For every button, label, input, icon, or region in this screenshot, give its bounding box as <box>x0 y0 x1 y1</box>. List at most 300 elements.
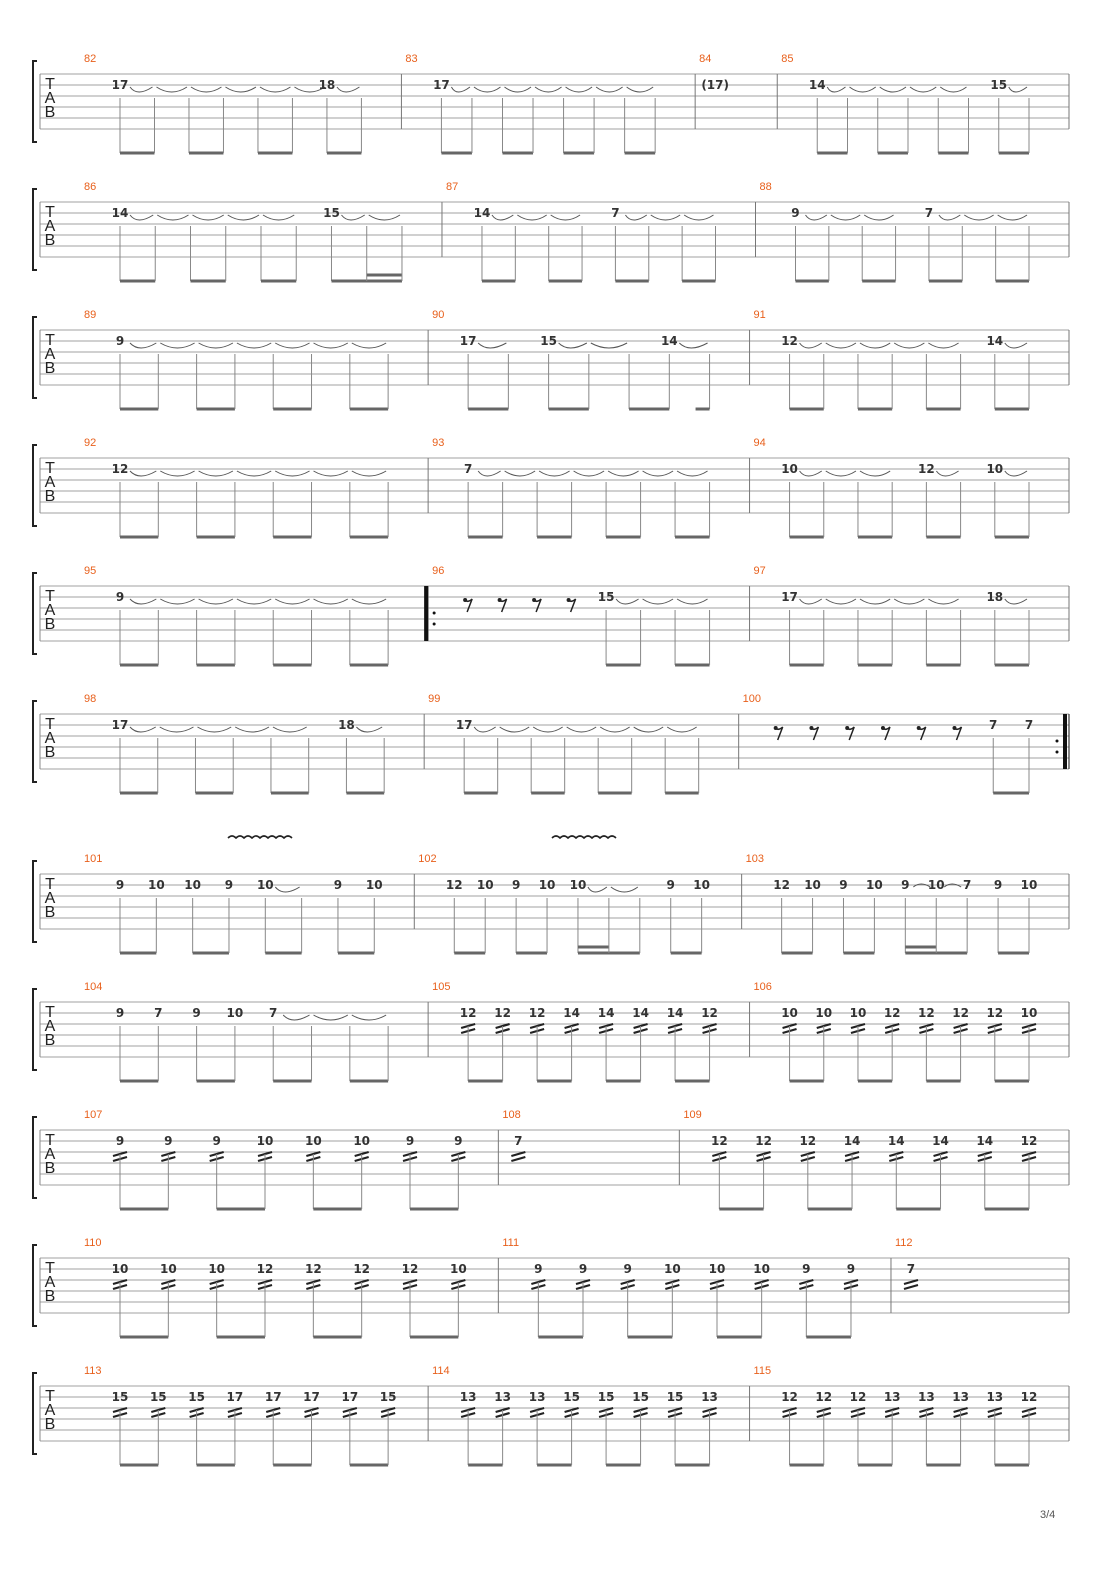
tie-arc <box>352 599 386 604</box>
tie-arc <box>478 343 506 348</box>
tab-system <box>33 836 1069 953</box>
vibrato-wave <box>228 836 292 838</box>
measure-number: 114 <box>432 1365 450 1377</box>
measure-number: 97 <box>753 565 766 577</box>
tie-arc <box>860 599 890 604</box>
measure-number: 105 <box>432 981 451 993</box>
system-bracket <box>33 317 37 398</box>
tab-clef-letter: T <box>45 1260 55 1277</box>
system-bracket <box>33 1117 37 1198</box>
fret-number: 13 <box>494 1390 511 1404</box>
tie-arc <box>566 87 593 92</box>
fret-number: 12 <box>986 1006 1004 1020</box>
fret-number: 17 <box>433 78 450 92</box>
tie-arc <box>667 727 697 732</box>
tie-arc <box>474 727 496 732</box>
tie-arc <box>928 599 958 604</box>
tie-arc <box>275 599 309 604</box>
fret-number: 10 <box>304 1134 322 1148</box>
fret-number: 12 <box>781 334 798 348</box>
tie-arc <box>369 215 400 220</box>
tie-arc <box>263 215 294 220</box>
tab-clef-letter: A <box>44 90 56 107</box>
fret-number: 7 <box>924 206 934 220</box>
tie-arc <box>964 215 993 220</box>
tab-measure <box>84 437 428 537</box>
tie-arc <box>634 727 664 732</box>
fret-number: 17 <box>264 1390 282 1404</box>
measure-number: 115 <box>753 1365 772 1377</box>
tab-clef-letter: B <box>44 104 56 121</box>
tie-arc <box>160 471 194 476</box>
tab-system <box>33 981 1069 1081</box>
tie-arc <box>533 727 563 732</box>
fret-number: 12 <box>799 1134 817 1148</box>
system-bracket <box>33 573 37 654</box>
fret-number: 18 <box>318 78 336 92</box>
fret-number: 7 <box>154 1006 163 1020</box>
system-bracket <box>33 1373 37 1454</box>
tab-measure <box>84 981 428 1081</box>
tie-arc <box>199 471 233 476</box>
fret-number: 13 <box>918 1390 935 1404</box>
tie-arc <box>827 87 845 92</box>
fret-number: 12 <box>755 1134 772 1148</box>
tie-arc <box>939 215 960 220</box>
tie-arc <box>1009 87 1027 92</box>
tie-arc <box>998 215 1027 220</box>
fret-number: 12 <box>1020 1390 1038 1404</box>
tab-measure <box>84 565 428 665</box>
fret-number: 12 <box>111 462 129 476</box>
tab-measure <box>84 181 442 281</box>
tie-arc <box>800 471 822 476</box>
fret-number: 12 <box>701 1006 718 1020</box>
tab-measure <box>446 181 756 281</box>
fret-number: 10 <box>226 1006 244 1020</box>
tab-clef-letter: T <box>45 588 55 605</box>
fret-number: 10 <box>781 1006 798 1020</box>
fret-number: 13 <box>459 1390 477 1404</box>
tab-measure <box>432 437 749 537</box>
fret-number: 9 <box>454 1134 463 1148</box>
tie-arc <box>880 87 906 92</box>
tab-system <box>33 437 1069 537</box>
fret-number: 12 <box>401 1262 419 1276</box>
fret-number: 10 <box>815 1006 833 1020</box>
fret-number: 12 <box>353 1262 371 1276</box>
measure-number: 83 <box>405 53 418 65</box>
tab-clef-letter: A <box>44 890 56 907</box>
fret-number: 9 <box>115 334 125 348</box>
fret-number: 7 <box>906 1262 916 1276</box>
system-bracket <box>33 989 37 1070</box>
fret-number: 9 <box>333 878 343 892</box>
measure-number: 102 <box>418 853 437 865</box>
page-number: 3/4 <box>1040 1509 1056 1521</box>
tab-system <box>33 1109 1069 1209</box>
fret-number: 13 <box>701 1390 718 1404</box>
tab-clef-letter: B <box>44 488 56 505</box>
tie-arc <box>451 87 470 92</box>
tab-measure <box>84 693 424 793</box>
fret-number: 7 <box>463 462 473 476</box>
tab-clef-letter: A <box>44 218 56 235</box>
measure-number: 89 <box>84 309 97 321</box>
fret-number: 10 <box>804 878 821 892</box>
tie-arc <box>936 471 958 476</box>
fret-number: 9 <box>666 878 675 892</box>
fret-number: 18 <box>986 590 1004 604</box>
tie-arc <box>864 215 893 220</box>
tie-arc <box>130 727 156 732</box>
system-bracket <box>33 445 37 526</box>
fret-number: 10 <box>708 1262 726 1276</box>
repeat-start-bar <box>424 586 428 641</box>
fret-number: 9 <box>511 878 521 892</box>
fret-number: 14 <box>887 1134 905 1148</box>
tab-measure <box>754 437 1069 537</box>
tremolo-slash <box>904 1285 918 1289</box>
tremolo-slash <box>904 1280 918 1284</box>
system-bracket <box>33 189 37 270</box>
eighth-rest-dot <box>881 726 885 730</box>
tie-arc <box>237 471 271 476</box>
fret-number: 7 <box>989 718 998 732</box>
tab-clef-letter: T <box>45 716 55 733</box>
fret-number: 15 <box>632 1390 649 1404</box>
eighth-rest-dot <box>774 726 778 730</box>
fret-number: 10 <box>693 878 710 892</box>
tie-arc <box>156 87 186 92</box>
tab-measure <box>754 309 1069 409</box>
tab-measure <box>683 1109 1069 1209</box>
fret-number: 9 <box>192 1006 201 1020</box>
system-bracket <box>33 61 37 142</box>
repeat-end-bar <box>1063 714 1067 769</box>
fret-number: 15 <box>188 1390 205 1404</box>
fret-number: 9 <box>791 206 800 220</box>
tab-clef-letter: A <box>44 1018 56 1035</box>
tie-arc <box>551 215 580 220</box>
measure-number: 87 <box>445 181 459 193</box>
tab-measure <box>754 981 1069 1081</box>
tab-clef-letter: B <box>44 904 56 921</box>
tie-arc <box>616 599 638 604</box>
tab-clef-letter: A <box>44 730 56 747</box>
tie-arc <box>275 887 299 892</box>
measure-number: 104 <box>84 981 103 993</box>
fret-number: 15 <box>111 1390 129 1404</box>
measure-number: 106 <box>753 981 772 993</box>
fret-number: 13 <box>883 1390 901 1404</box>
tie-arc <box>273 727 307 732</box>
tie-arc <box>1005 343 1027 348</box>
tie-arc <box>160 343 194 348</box>
tie-arc <box>591 343 627 348</box>
vibrato-wave <box>552 836 616 838</box>
tie-arc <box>341 215 364 220</box>
tab-measure <box>84 1237 498 1337</box>
fret-number: 14 <box>986 334 1004 348</box>
measure-number: 86 <box>84 181 97 193</box>
tie-arc <box>228 215 259 220</box>
measure-number: 95 <box>84 565 97 577</box>
fret-number: 15 <box>597 1390 615 1404</box>
fret-number: 9 <box>405 1134 415 1148</box>
tie-arc <box>643 471 673 476</box>
fret-number: 17 <box>341 1390 359 1404</box>
tab-clef-letter: T <box>45 76 55 93</box>
tab-measure <box>418 853 741 953</box>
tie-arc <box>337 87 359 92</box>
fret-number: 10 <box>866 878 883 892</box>
tie-arc <box>314 343 348 348</box>
tie-arc <box>860 471 890 476</box>
tie-arc <box>157 215 188 220</box>
fret-number: 14 <box>660 334 678 348</box>
tab-clef-letter: A <box>44 1146 56 1163</box>
measure-number: 93 <box>432 437 445 449</box>
tab-measure <box>754 1365 1069 1465</box>
fret-number: 15 <box>597 590 615 604</box>
tab-system <box>33 1365 1069 1465</box>
fret-number: 10 <box>1020 878 1038 892</box>
tab-clef-letter: A <box>44 602 56 619</box>
fret-number: 9 <box>164 1134 173 1148</box>
tab-clef-letter: A <box>44 1274 56 1291</box>
tie-arc <box>1005 599 1027 604</box>
tab-clef-letter: B <box>44 360 56 377</box>
tab-measure <box>84 53 401 153</box>
fret-number: 12 <box>528 1006 546 1020</box>
fret-number: 7 <box>611 206 620 220</box>
tie-arc <box>235 727 269 732</box>
fret-number: 14 <box>632 1006 649 1020</box>
fret-number: 12 <box>1020 1134 1038 1148</box>
tab-clef-letter: T <box>45 460 55 477</box>
eighth-rest-dot <box>498 598 502 602</box>
tab-measure <box>432 309 749 409</box>
eighth-rest-dot <box>809 726 813 730</box>
fret-number: 9 <box>578 1262 588 1276</box>
measure-number: 112 <box>894 1237 913 1249</box>
tie-arc <box>192 215 223 220</box>
tie-arc <box>352 471 386 476</box>
system-bracket <box>33 861 37 942</box>
fret-number: 12 <box>883 1006 901 1020</box>
fret-number: 14 <box>597 1006 615 1020</box>
tie-arc <box>805 215 826 220</box>
tab-system <box>33 53 1069 153</box>
fret-number: 12 <box>815 1390 833 1404</box>
tab-clef-letter: B <box>44 1416 56 1433</box>
fret-number: 9 <box>115 590 125 604</box>
tie-arc <box>826 343 856 348</box>
tab-system <box>33 309 1069 409</box>
tab-measure <box>502 1237 891 1337</box>
tie-arc <box>478 471 500 476</box>
tab-clef-letter: T <box>45 1388 55 1405</box>
tie-arc <box>1005 471 1027 476</box>
fret-number: 12 <box>849 1390 867 1404</box>
measure-number: 100 <box>742 693 762 705</box>
fret-number: 10 <box>449 1262 467 1276</box>
tab-measure <box>84 1109 498 1209</box>
fret-number: 17 <box>455 718 473 732</box>
tie-arc <box>611 887 638 892</box>
tab-clef-letter: A <box>44 346 56 363</box>
fret-number: 12 <box>918 462 935 476</box>
eighth-rest-dot <box>845 726 849 730</box>
tie-arc <box>474 87 501 92</box>
fret-number: 10 <box>111 1262 129 1276</box>
measure-number: 85 <box>781 53 794 65</box>
measure-number: 103 <box>745 853 765 865</box>
tremolo-slash <box>511 1157 525 1161</box>
measure-number: 113 <box>84 1365 102 1377</box>
tie-arc <box>260 87 290 92</box>
tab-measure <box>428 693 739 793</box>
tab-measure <box>743 693 1069 793</box>
eighth-rest-dot <box>463 598 467 602</box>
fret-number: 12 <box>494 1006 511 1020</box>
tie-arc <box>199 343 233 348</box>
tremolo-slash <box>511 1152 525 1156</box>
tie-arc <box>352 343 386 348</box>
measure-number: 108 <box>502 1109 521 1121</box>
tab-measure <box>781 53 1069 153</box>
fret-number: 9 <box>839 878 848 892</box>
tie-arc <box>651 215 680 220</box>
fret-number: 17 <box>226 1390 244 1404</box>
fret-number: 17 <box>111 718 129 732</box>
eighth-rest-dot <box>952 726 956 730</box>
measure-number: 82 <box>84 53 97 65</box>
fret-number: 15 <box>379 1390 397 1404</box>
fret-number: 9 <box>224 878 234 892</box>
tie-arc <box>643 599 673 604</box>
tie-arc <box>314 599 348 604</box>
fret-number: 10 <box>256 1134 274 1148</box>
tie-arc <box>800 343 822 348</box>
measure-number: 101 <box>84 853 103 865</box>
tie-arc <box>894 599 924 604</box>
fret-number: 7 <box>962 878 972 892</box>
tie-arc <box>197 727 231 732</box>
tab-clef-letter: T <box>45 332 55 349</box>
fret-number: 9 <box>623 1262 632 1276</box>
fret-number: 17 <box>781 590 798 604</box>
fret-number: 9 <box>212 1134 221 1148</box>
fret-number: 10 <box>476 878 494 892</box>
tie-arc <box>567 727 597 732</box>
fret-number: 10 <box>1020 1006 1038 1020</box>
tie-arc <box>559 343 587 348</box>
tie-arc <box>627 87 654 92</box>
measure-number: 84 <box>699 53 712 65</box>
tab-measure <box>432 981 749 1081</box>
tab-clef-letter: B <box>44 744 56 761</box>
tab-clef-letter: B <box>44 1032 56 1049</box>
tab-clef-letter: B <box>44 1160 56 1177</box>
tab-system <box>33 1237 1069 1337</box>
tie-arc <box>677 471 707 476</box>
tie-arc <box>535 87 562 92</box>
fret-number: 7 <box>1024 718 1034 732</box>
tie-arc <box>199 599 233 604</box>
tie-arc <box>314 471 348 476</box>
fret-number: 9 <box>115 1006 125 1020</box>
fret-number: 9 <box>901 878 910 892</box>
fret-number: 10 <box>753 1262 771 1276</box>
fret-number: (17) <box>701 78 729 92</box>
tie-arc <box>130 599 156 604</box>
fret-number: 15 <box>323 206 340 220</box>
tie-arc <box>677 599 707 604</box>
fret-number: 12 <box>459 1006 477 1020</box>
tab-clef-letter: B <box>44 1288 56 1305</box>
measure-number: 110 <box>84 1237 102 1249</box>
tie-arc <box>928 343 958 348</box>
tie-arc <box>826 471 856 476</box>
fret-number: 9 <box>802 1262 811 1276</box>
fret-number: 7 <box>269 1006 278 1020</box>
fret-number: 13 <box>986 1390 1004 1404</box>
fret-number: 9 <box>115 878 125 892</box>
tie-arc <box>574 471 604 476</box>
measure-number: 96 <box>432 565 445 577</box>
tie-arc <box>130 215 153 220</box>
fret-number: 17 <box>459 334 477 348</box>
tie-arc <box>517 215 546 220</box>
fret-number: 10 <box>663 1262 681 1276</box>
repeat-dot <box>433 623 436 626</box>
measure-number: 107 <box>84 1109 103 1121</box>
tie-arc <box>504 87 531 92</box>
fret-number: 10 <box>538 878 556 892</box>
tie-arc <box>588 887 607 892</box>
tie-arc <box>130 471 156 476</box>
fret-number: 9 <box>534 1262 543 1276</box>
fret-number: 14 <box>473 206 491 220</box>
tab-measure <box>84 309 428 409</box>
tie-arc <box>160 599 194 604</box>
fret-number: 12 <box>773 878 790 892</box>
tie-arc <box>940 87 966 92</box>
fret-number: 15 <box>563 1390 580 1404</box>
fret-number: 10 <box>569 878 587 892</box>
tie-arc <box>314 1015 348 1020</box>
fret-number: 10 <box>147 878 165 892</box>
fret-number: 14 <box>932 1134 949 1148</box>
fret-number: 12 <box>256 1262 274 1276</box>
tie-arc <box>684 215 713 220</box>
repeat-dot <box>433 612 436 615</box>
tie-arc <box>600 727 630 732</box>
tie-arc <box>492 215 513 220</box>
tab-measure <box>424 565 749 665</box>
tie-arc <box>237 343 271 348</box>
fret-number: 12 <box>918 1006 935 1020</box>
eighth-rest-dot <box>917 726 921 730</box>
fret-number: 15 <box>149 1390 167 1404</box>
tie-arc <box>831 215 860 220</box>
system-bracket <box>33 701 37 782</box>
tie-arc <box>608 471 638 476</box>
fret-number: 14 <box>843 1134 861 1148</box>
fret-number: 12 <box>952 1006 969 1020</box>
